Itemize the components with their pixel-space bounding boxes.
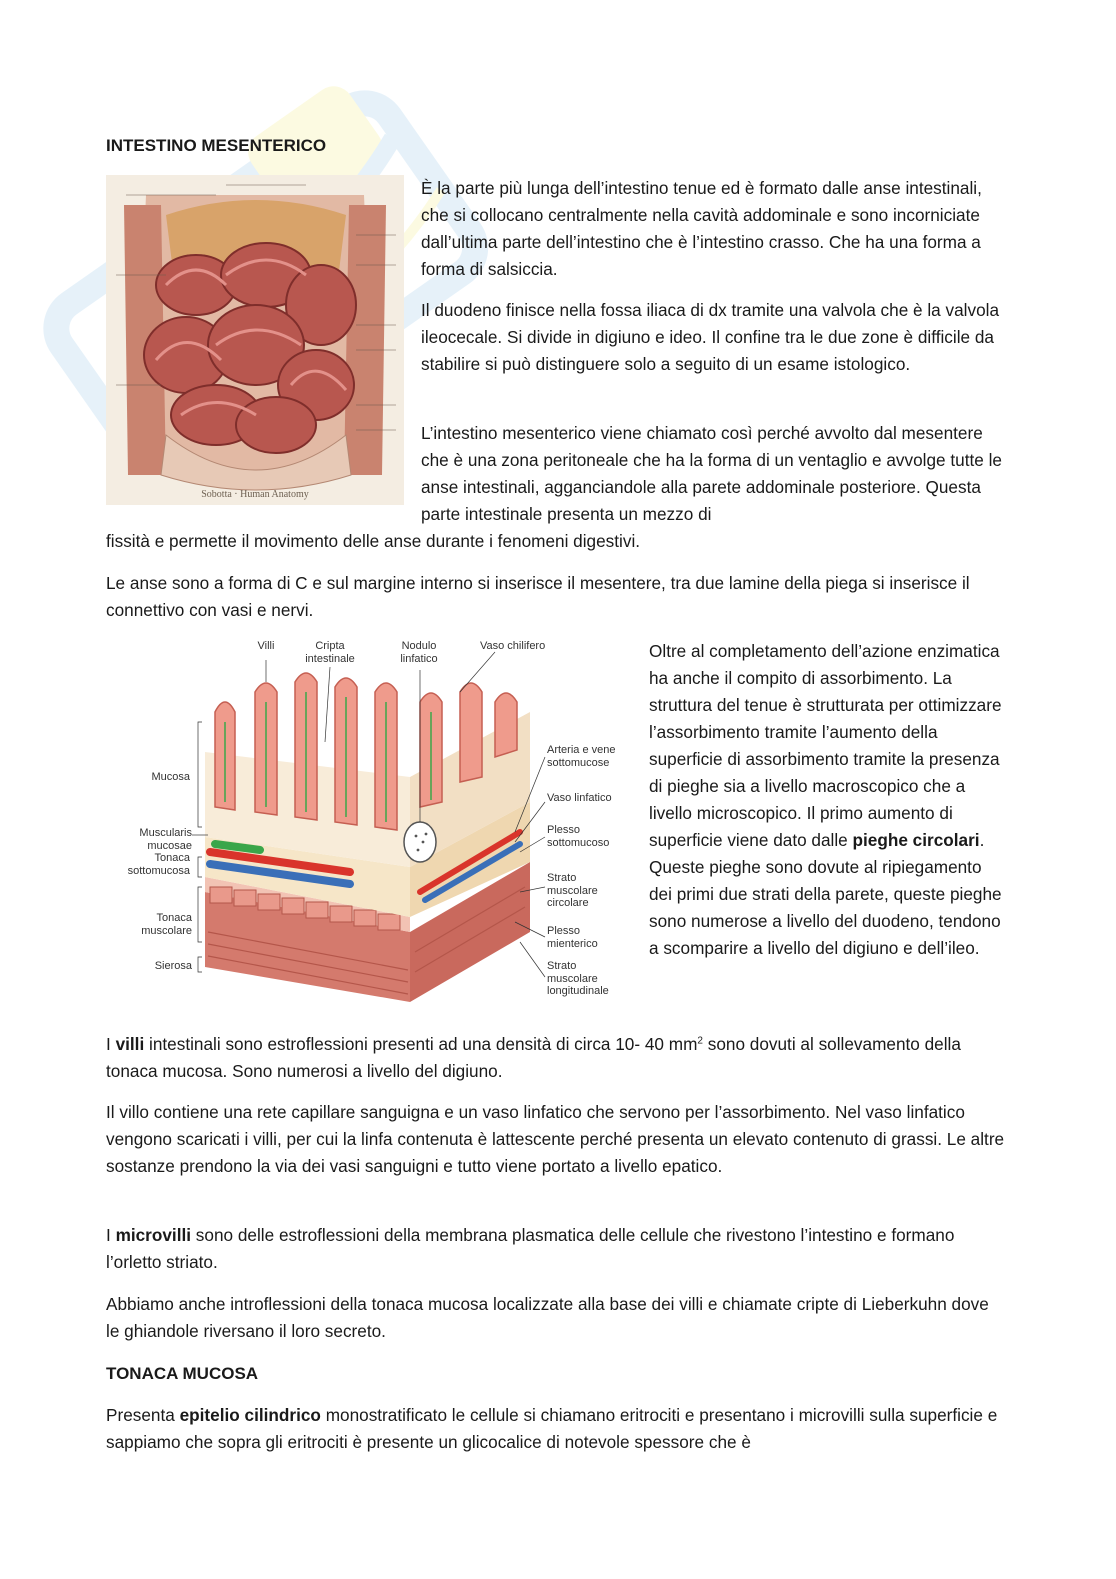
label-strato-longitudinale: Strato muscolare longitudinale bbox=[547, 960, 609, 997]
intestinal-wall-illustration-icon bbox=[120, 632, 620, 1007]
paragraph-6-text: I bbox=[106, 1034, 116, 1054]
label-mucosa: Mucosa bbox=[151, 771, 190, 783]
section-heading-intestino: INTESTINO MESENTERICO bbox=[106, 136, 327, 155]
paragraph-8-text-end: sono delle estroflessioni della membrana plasmatica delle cellule che rivestono l’intestino e formano l’orletto striato. bbox=[106, 1225, 955, 1272]
paragraph-5-text-end: . Queste pieghe sono dovute al ripiegamento dei primi due strati della parete, queste pieghe sono numerose a livello del duodeno, tendono a scomparire a livello del digiuno e dell’ileo. bbox=[649, 830, 1002, 958]
paragraph-10-text: Presenta bbox=[106, 1405, 180, 1425]
label-vaso-chilifero: Vaso chilifero bbox=[480, 640, 546, 652]
intestine-illustration-icon bbox=[106, 175, 404, 505]
paragraph-10 bbox=[106, 1402, 1006, 1456]
paragraph-5-bold: pieghe circolari bbox=[852, 830, 980, 850]
paragraph-5 bbox=[649, 638, 1009, 962]
label-muscularis: Muscularis mucosae bbox=[139, 827, 192, 852]
paragraph-6 bbox=[106, 1031, 1006, 1085]
paragraph-9: Abbiamo anche introflessioni della tonaca mucosa localizzate alla base dei villi e chiamate cripte di Lieberkuhn dove le ghiandole riversano il loro secreto. bbox=[106, 1294, 989, 1341]
label-vaso-linfatico: Vaso linfatico bbox=[547, 792, 612, 804]
label-cripta: Cripta intestinale bbox=[305, 640, 355, 665]
label-arteria: Arteria e vene sottomucose bbox=[547, 744, 616, 769]
label-plesso-mienterico: Plesso mienterico bbox=[547, 925, 598, 950]
paragraph-5-text: Oltre al completamento dell’azione enzimatica ha anche il compito di assorbimento. La struttura del tenue è strutturata per ottimizzare l’assorbimento tramite l’aumento della superficie di assorbimento tramite la presenza di pieghe sia a livello macroscopico che a livello microscopico. Il primo aumento di superficie viene dato dalle bbox=[649, 641, 1002, 850]
paragraph-8 bbox=[106, 1222, 1006, 1276]
label-tonaca-muscolare: Tonaca muscolare bbox=[141, 912, 192, 937]
label-strato-circolare: Strato muscolare circolare bbox=[547, 872, 598, 909]
paragraph-3b: fissità e permette il movimento delle anse durante i fenomeni digestivi. bbox=[106, 531, 641, 551]
intestinal-wall-figure bbox=[120, 632, 620, 1007]
paragraph-8-text: I bbox=[106, 1225, 116, 1245]
paragraph-6-text-mid: intestinali sono estroflessioni presenti ad una densità di circa 10- 40 mm bbox=[144, 1034, 698, 1054]
label-sierosa: Sierosa bbox=[154, 960, 192, 972]
paragraph-8-bold: microvilli bbox=[115, 1225, 192, 1245]
paragraph-6-superscript: 2 bbox=[697, 1035, 703, 1047]
paragraph-6-bold: villi bbox=[115, 1034, 145, 1054]
label-villi: Villi bbox=[257, 640, 275, 652]
label-nodulo: Nodulo linfatico bbox=[400, 640, 438, 665]
paragraph-1: È la parte più lunga dell’intestino tenue ed è formato dalle anse intestinali, che si collocano centralmente nella cavità addominale e sono incorniciate dall’ultima parte dell’intestino che è l’intestino crasso. Che ha una forma a forma di salsiccia. bbox=[421, 178, 982, 279]
figure-caption: Sobotta · Human Anatomy bbox=[201, 489, 309, 500]
intestine-anatomy-figure bbox=[106, 175, 404, 505]
paragraph-6-text-end: sono dovuti al sollevamento della tonaca mucosa. Sono numerosi a livello del digiuno. bbox=[106, 1034, 961, 1081]
paragraph-2: Il duodeno finisce nella fossa iliaca di dx tramite una valvola che è la valvola ileocecale. Si divide in digiuno e ideo. Il confine tra le due zone è difficile da stabilire si può distinguere solo a seguito di un esame istologico. bbox=[421, 300, 1000, 374]
label-plesso-sottomucoso: Plesso sottomucoso bbox=[547, 824, 610, 849]
label-tonaca-sottomucosa: Tonaca sottomucosa bbox=[127, 852, 190, 877]
section-heading-tonaca: TONACA MUCOSA bbox=[106, 1364, 259, 1383]
paragraph-7: Il villo contiene una rete capillare sanguigna e un vaso linfatico che servono per l’assorbimento. Nel vaso linfatico vengono scaricati i villi, per cui la linfa contenuta è lattescente perché presenta un elevato contenuto di grassi. Le altre sostanze prendono la via dei vasi sanguigni e tutto viene portato a livello epatico. bbox=[106, 1102, 1005, 1176]
paragraph-4: Le anse sono a forma di C e sul margine interno si inserisce il mesentere, tra due lamine della piega si inserisce il connettivo con vasi e nervi. bbox=[106, 573, 970, 620]
paragraph-10-text-end: monostratificato le cellule si chiamano eritrociti e presentano i microvilli sulla superficie e sappiamo che sopra gli eritrociti è presente un glicocalice di notevole spessore che è bbox=[106, 1405, 998, 1452]
paragraph-10-bold: epitelio cilindrico bbox=[179, 1405, 321, 1425]
paragraph-3a: L’intestino mesenterico viene chiamato così perché avvolto dal mesentere che è una zona peritoneale che ha la forma di un ventaglio e avvolge tutte le anse intestinali, agganciandole alla parete addominale posteriore. Questa parte intestinale presenta un mezzo di bbox=[421, 423, 1002, 524]
